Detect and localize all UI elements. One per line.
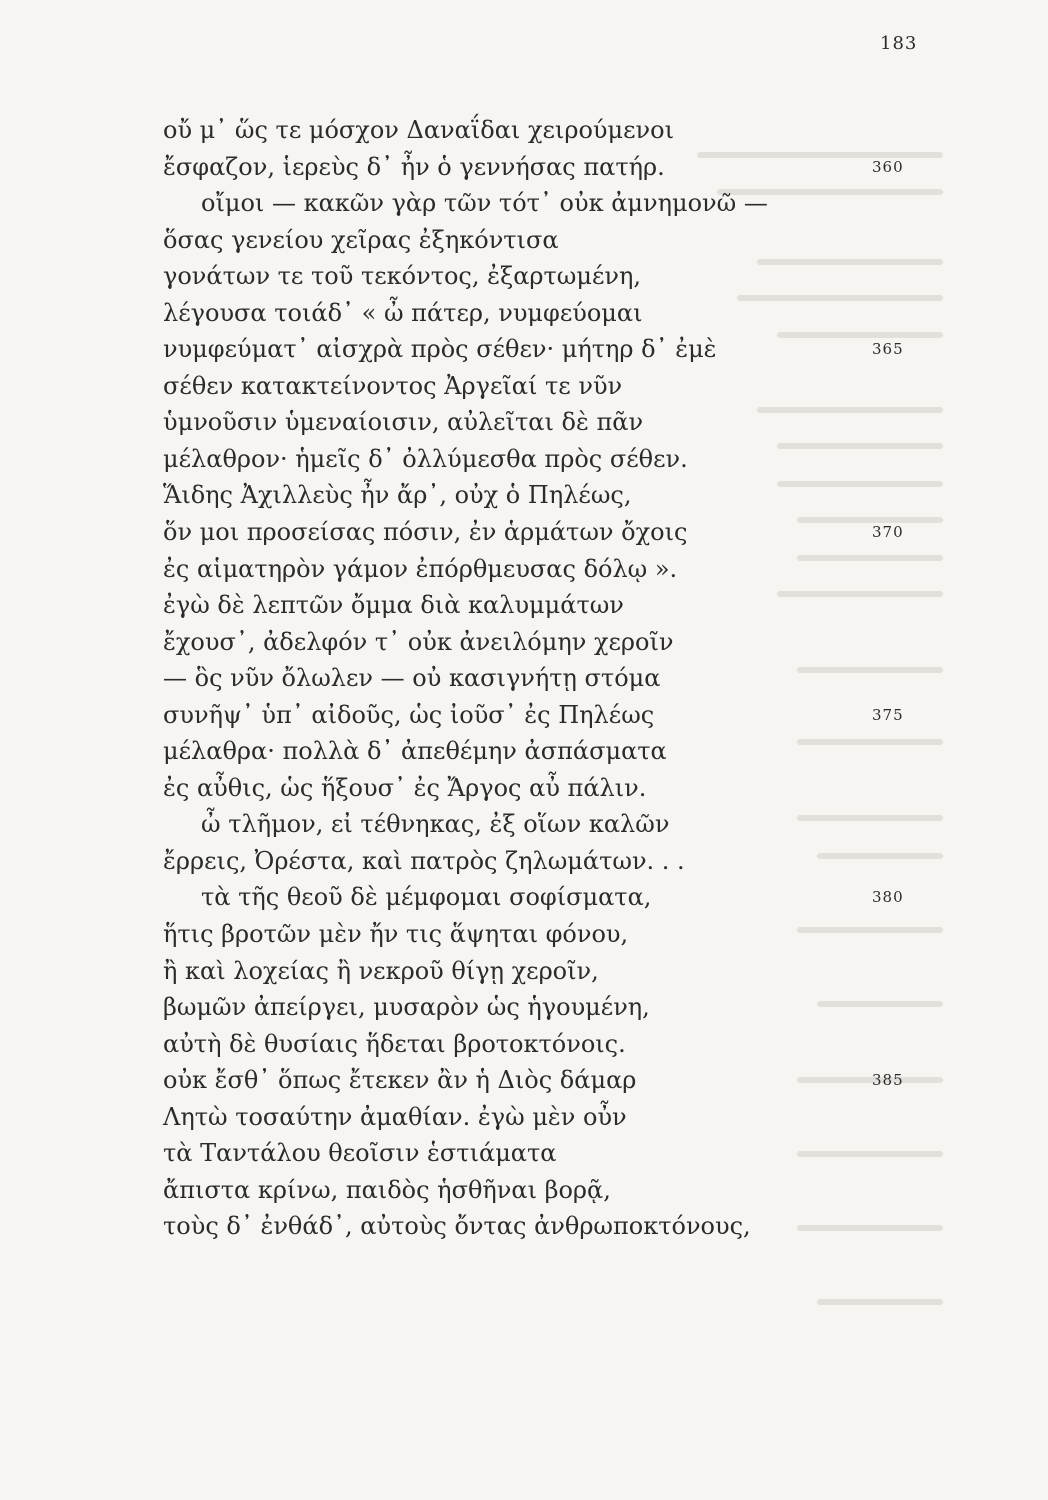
verse-line xyxy=(163,843,883,880)
verse-line xyxy=(163,1172,883,1209)
verse-line xyxy=(163,953,883,990)
verse-line xyxy=(163,879,904,916)
verse-line xyxy=(163,660,883,697)
verse-text: ἄπιστα κρίνω, παιδὸς ἡσθῆναι βορᾷ, xyxy=(163,1175,611,1204)
verse-text: — ὃς νῦν ὄλωλεν — οὐ κασιγνήτῃ στόμα xyxy=(163,664,661,693)
verse-text: νυμφεύματ᾽ αἰσχρὰ πρὸς σέθεν· μήτηρ δ᾽ ἐμὲ xyxy=(163,335,717,364)
verse-line xyxy=(163,1062,904,1099)
verse-text: βωμῶν ἀπείργει, μυσαρὸν ὡς ἡγουμένη, xyxy=(163,993,650,1022)
verse-line xyxy=(163,222,883,259)
verse-text: ὑμνοῦσιν ὑμεναίοισιν, αὐλεῖται δὲ πᾶν xyxy=(163,408,644,437)
verse-text: ἐγὼ δὲ λεπτῶν ὄμμα διὰ καλυμμάτων xyxy=(163,591,624,620)
page-number: 183 xyxy=(880,33,918,54)
verse-text: μέλαθρον· ἡμεῖς δ᾽ ὀλλύμεσθα πρὸς σέθεν. xyxy=(163,444,688,473)
verse-line xyxy=(163,989,883,1026)
verse-text: ὦ τλῆμον, εἰ τέθνηκας, ἐξ οἵων καλῶν xyxy=(201,810,670,839)
verse-line xyxy=(163,295,883,332)
verse-line xyxy=(163,1208,883,1245)
verse-text: οἴμοι — κακῶν γὰρ τῶν τότ᾽ οὐκ ἀμνημονῶ — xyxy=(201,189,768,218)
verse-text: γονάτων τε τοῦ τεκόντος, ἐξαρτωμένη, xyxy=(163,262,642,291)
verse-text: ἥτις βροτῶν μὲν ἤν τις ἅψηται φόνου, xyxy=(163,920,629,949)
verse-line xyxy=(163,477,883,514)
verse-line xyxy=(163,1026,883,1063)
verse-text: μέλαθρα· πολλὰ δ᾽ ἀπεθέμην ἀσπάσματα xyxy=(163,737,667,766)
line-number: 360 xyxy=(872,157,904,176)
verse-text: ὅσας γενείου χεῖρας ἐξηκόντισα xyxy=(163,225,559,254)
verse-line xyxy=(163,587,883,624)
verse-line xyxy=(163,112,883,149)
verse-text: τοὺς δ᾽ ἐνθάδ᾽, αὐτοὺς ὄντας ἀνθρωποκτόνους, xyxy=(163,1212,751,1241)
line-number: 365 xyxy=(872,340,904,359)
verse-text: Ἅιδης Ἀχιλλεὺς ἦν ἄρ᾽, οὐχ ὁ Πηλέως, xyxy=(163,481,632,510)
verse-text: Λητὼ τοσαύτην ἀμαθίαν. ἐγὼ μὲν οὖν xyxy=(163,1102,627,1131)
verse-text: σέθεν κατακτείνοντος Ἀργεῖαί τε νῦν xyxy=(163,371,623,400)
verse-line xyxy=(163,733,883,770)
line-number: 380 xyxy=(872,888,904,907)
verse-text: ἔχουσ᾽, ἀδελφόν τ᾽ οὐκ ἀνειλόμην χεροῖν xyxy=(163,627,674,656)
verse-line xyxy=(163,806,883,843)
verse-line xyxy=(163,149,904,186)
verse-line xyxy=(163,770,883,807)
verse-text: τὰ Ταντάλου θεοῖσιν ἑστιάματα xyxy=(163,1139,557,1168)
verse-text: τὰ τῆς θεοῦ δὲ μέμφομαι σοφίσματα, xyxy=(201,883,652,912)
verse-line xyxy=(163,697,904,734)
verse-text: συνῆψ᾽ ὑπ᾽ αἰδοῦς, ὡς ἰοῦσ᾽ ἐς Πηλέως xyxy=(163,700,655,729)
verse-line xyxy=(163,514,904,551)
verse-line xyxy=(163,404,883,441)
verse-line xyxy=(163,1099,883,1136)
verse-text: λέγουσα τοιάδ᾽ « ὦ πάτερ, νυμφεύομαι xyxy=(163,298,643,327)
verse-line xyxy=(163,624,883,661)
verse-block xyxy=(163,112,904,1245)
verse-text: αὐτὴ δὲ θυσίαις ἥδεται βροτοκτόνοις. xyxy=(163,1029,626,1058)
verse-text: ἔρρεις, Ὀρέστα, καὶ πατρὸς ζηλωμάτων. . . xyxy=(163,846,685,875)
verse-line xyxy=(163,258,883,295)
verse-text: ἢ καὶ λοχείας ἢ νεκροῦ θίγῃ χεροῖν, xyxy=(163,956,599,985)
verse-text: οὔ μ᾽ ὥς τε μόσχον Δαναΐδαι χειρούμενοι xyxy=(163,116,674,144)
line-number: 370 xyxy=(872,523,904,542)
verse-line xyxy=(163,368,883,405)
verse-line xyxy=(163,185,883,222)
verse-text: ἐς αὖθις, ὡς ἥξουσ᾽ ἐς Ἄργος αὖ πάλιν. xyxy=(163,773,647,802)
verse-line xyxy=(163,331,904,368)
line-number: 385 xyxy=(872,1071,904,1090)
verse-text: ἔσφαζον, ἱερεὺς δ᾽ ἦν ὁ γεννήσας πατήρ. xyxy=(163,152,665,181)
verse-text: οὐκ ἔσθ᾽ ὅπως ἔτεκεν ἂν ἡ Διὸς δάμαρ xyxy=(163,1066,637,1095)
verse-line xyxy=(163,916,883,953)
verse-text: ἐς αἱματηρὸν γάμον ἐπόρθμευσας δόλῳ ». xyxy=(163,554,678,583)
verse-line xyxy=(163,441,883,478)
verse-line xyxy=(163,1135,883,1172)
verse-text: ὅν μοι προσείσας πόσιν, ἐν ἁρμάτων ὄχοις xyxy=(163,518,688,547)
verse-line xyxy=(163,551,883,588)
line-number: 375 xyxy=(872,705,904,724)
